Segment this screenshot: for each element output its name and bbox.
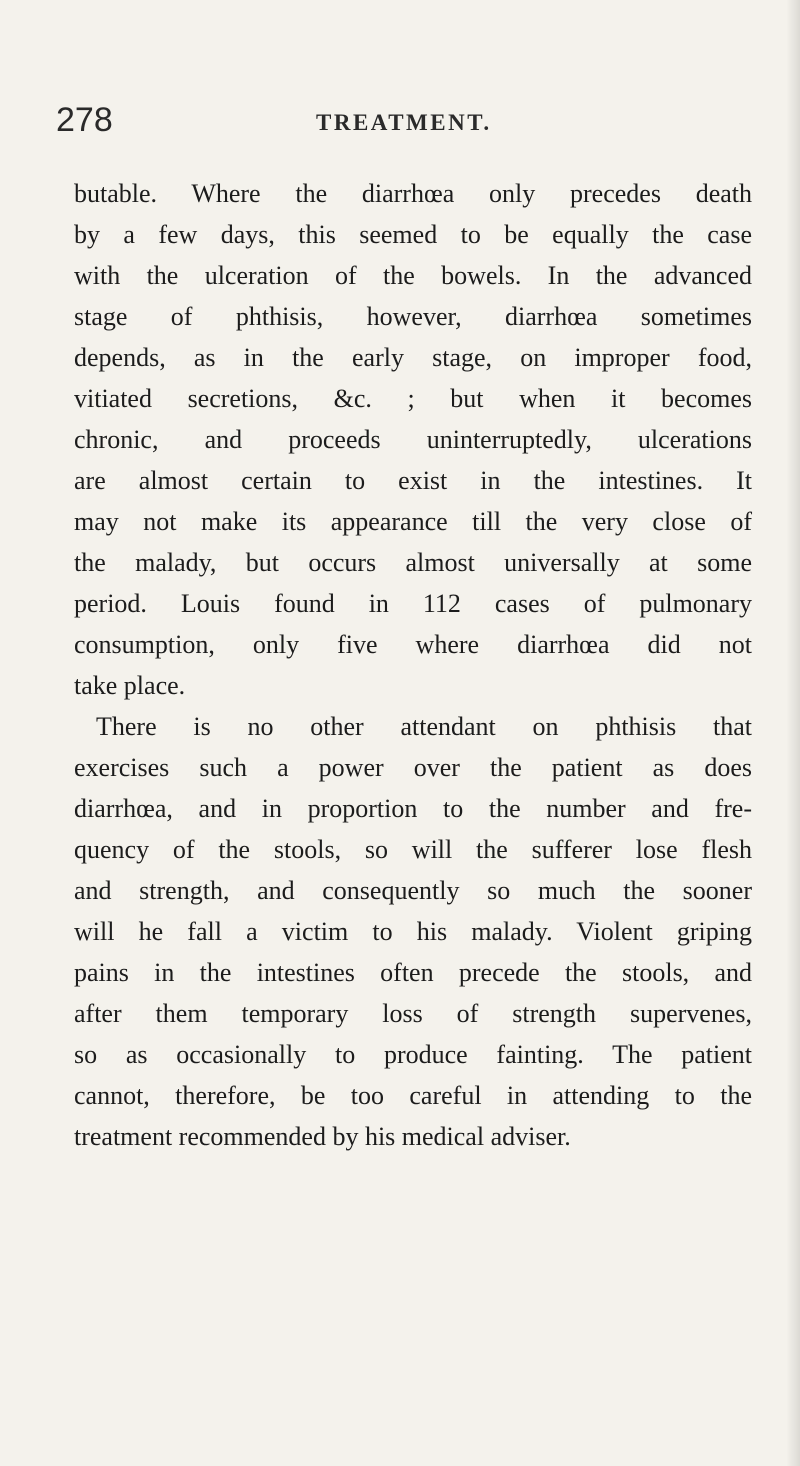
text-line: take place. bbox=[74, 671, 186, 700]
text-line: may not make its appearance till the very close of bbox=[74, 507, 752, 536]
text-line: so as occasionally to produce fainting. The patient bbox=[74, 1040, 752, 1069]
text-line: with the ulceration of the bowels. In the advanced bbox=[74, 261, 752, 290]
text-line: butable. Where the diarrhœa only precedes death bbox=[74, 179, 752, 208]
running-title: TREATMENT. bbox=[316, 110, 492, 135]
text-line: cannot, therefore, be too careful in attending to the bbox=[74, 1081, 752, 1110]
text-line: diarrhœa, and in proportion to the number and fre- bbox=[74, 794, 752, 823]
text-line: chronic, and proceeds uninterruptedly, ulcerations bbox=[74, 425, 752, 454]
text-line: quency of the stools, so will the sufferer lose flesh bbox=[74, 835, 752, 864]
text-line: exercises such a power over the patient as does bbox=[74, 753, 752, 782]
page-edge-shadow bbox=[786, 0, 800, 1466]
text-line: consumption, only five where diarrhœa did not bbox=[74, 630, 752, 659]
text-line: stage of phthisis, however, diarrhœa sometimes bbox=[74, 302, 752, 331]
text-line: after them temporary loss of strength supervenes, bbox=[74, 999, 752, 1028]
text-line: vitiated secretions, &c. ; but when it becomes bbox=[74, 384, 752, 413]
paragraph-1 bbox=[74, 173, 752, 706]
page-number: 278 bbox=[56, 101, 113, 139]
text-line: are almost certain to exist in the intestines. It bbox=[74, 466, 752, 495]
text-line: There is no other attendant on phthisis that bbox=[96, 712, 752, 741]
text-line: the malady, but occurs almost universally at some bbox=[74, 548, 752, 577]
text-line: treatment recommended by his medical adviser. bbox=[74, 1122, 571, 1151]
text-line: will he fall a victim to his malady. Violent griping bbox=[74, 917, 752, 946]
paragraph-2 bbox=[74, 706, 752, 1157]
text-line: depends, as in the early stage, on improper food, bbox=[74, 343, 752, 372]
text-line: period. Louis found in 112 cases of pulmonary bbox=[74, 589, 752, 618]
text-line: pains in the intestines often precede the stools, and bbox=[74, 958, 752, 987]
running-head bbox=[56, 100, 756, 140]
body-text bbox=[74, 173, 752, 1157]
text-line: and strength, and consequently so much the sooner bbox=[74, 876, 752, 905]
text-line: by a few days, this seemed to be equally the case bbox=[74, 220, 752, 249]
